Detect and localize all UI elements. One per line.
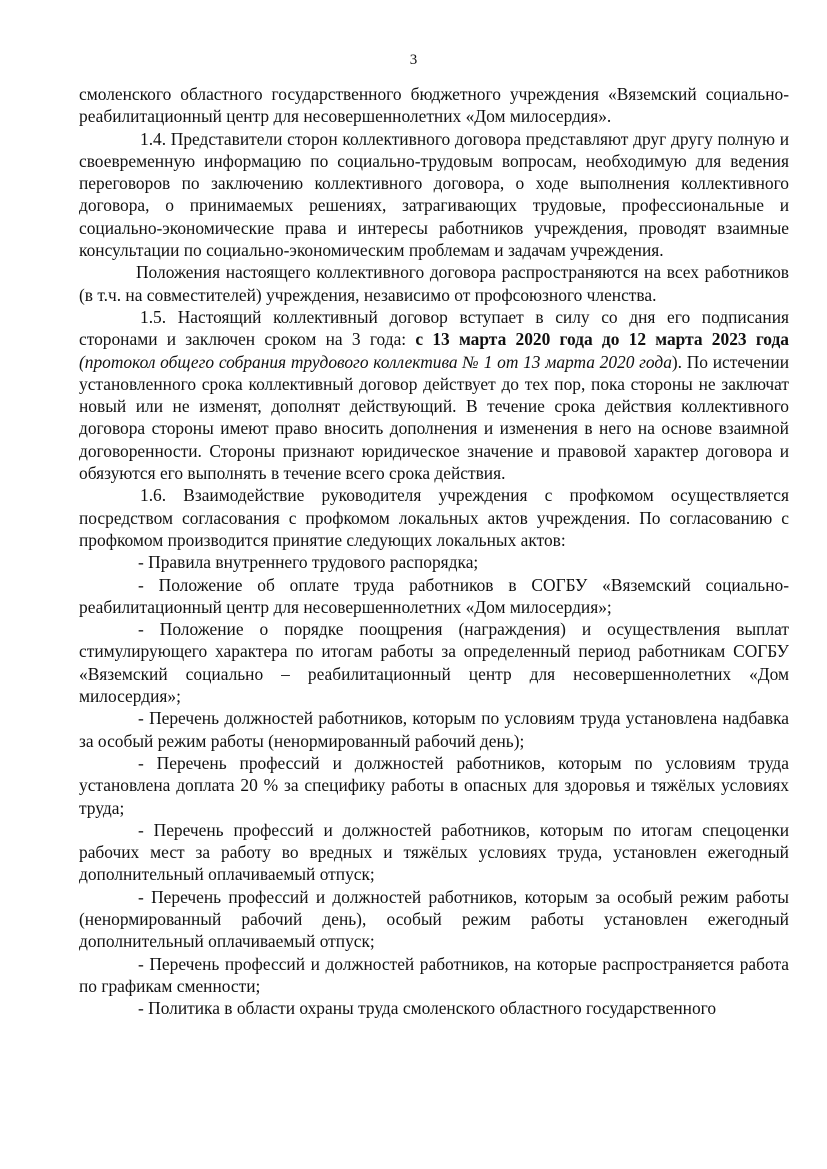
list-item: - Положение об оплате труда работников в СОГБУ «Вяземский социально-реабилитационный центр для несовершеннолетних «Дом милосердия»;: [79, 574, 789, 617]
document-body: [79, 83, 789, 1019]
paragraph-1-4: 1.4. Представители сторон коллективного договора представляют друг другу полную и своевременную информацию по социально-трудовым вопросам, необходимую для ведения переговоров по заключению коллективного договора, о ходе выполнения коллективного договора, о принимаемых решениях, затрагивающих трудовые, профессиональные и социально-экономические права и интересы работников учреждения, проводят взаимные консультации по социально-экономическим проблемам и задачам учреждения.: [79, 128, 789, 261]
page-number: 3: [409, 52, 418, 68]
list-item: - Правила внутреннего трудового распорядка;: [138, 552, 479, 573]
contract-term: с 13 марта 2020 года до 12 марта 2023 года: [415, 329, 789, 350]
paragraph-1-6: 1.6. Взаимодействие руководителя учреждения с профкомом осуществляется посредством согласования с профкомом локальных актов учреждения. По согласованию с профкомом производится принятие следующих локальных актов:: [79, 485, 789, 550]
paragraph-provisions: Положения настоящего коллективного договора распространяются на всех работников (в т.ч. на совместителей) учреждения, независимо от профсоюзного членства.: [79, 262, 789, 305]
paragraph-intro: смоленского областного государственного бюджетного учреждения «Вяземский социально-реабилитационный центр для несовершеннолетних «Дом милосердия».: [79, 84, 789, 127]
paragraph-1-5-rest: ). По истечении установленного срока коллективный договор действует до тех пор, пока стороны не заключат новый или не изменят, дополнят действующий. В течение срока действия коллективного договора стороны имеют право вносить дополнения и изменения в него на основе взаимной договоренности. Стороны признают юридическое значение и правовой характер договора и обязуются его выполнять в течение всего срока действия.: [79, 351, 789, 484]
paragraph-1-5: [79, 306, 789, 484]
list-item: - Политика в области охраны труда смоленского областного государственного: [138, 998, 717, 1019]
list-item: - Перечень профессий и должностей работников, которым за особый режим работы (ненормированный рабочий день), особый режим работы установлен ежегодный дополнительный оплачиваемый отпуск;: [79, 886, 789, 952]
paragraph-1-5-lead: 1.5. Настоящий коллективный договор вступает в силу со дня его подписания сторонами и заключен сроком на 3 года:: [79, 306, 789, 350]
list-item: - Перечень профессий и должностей работников, на которые распространяется работа по графикам сменности;: [79, 953, 789, 996]
list-item: - Перечень профессий и должностей работников, которым по условиям труда установлена доплата 20 % за специфику работы в опасных для здоровья и тяжёлых условиях труда;: [79, 752, 789, 818]
list-item: - Перечень должностей работников, которым по условиям труда установлена надбавка за особый режим работы (ненормированный рабочий день);: [79, 708, 789, 751]
protocol-reference: (протокол общего собрания трудового коллектива № 1 от 13 марта 2020 года: [79, 351, 672, 372]
list-item: - Перечень профессий и должностей работников, которым по итогам спецоценки рабочих мест за работу во вредных и тяжёлых условиях труда, установлен ежегодный дополнительный оплачиваемый отпуск;: [79, 819, 789, 885]
list-item: - Положение о порядке поощрения (награждения) и осуществления выплат стимулирующего характера по итогам работы за определенный период работникам СОГБУ «Вяземский социально – реабилитационный центр для несовершеннолетних «Дом милосердия»;: [79, 619, 789, 707]
